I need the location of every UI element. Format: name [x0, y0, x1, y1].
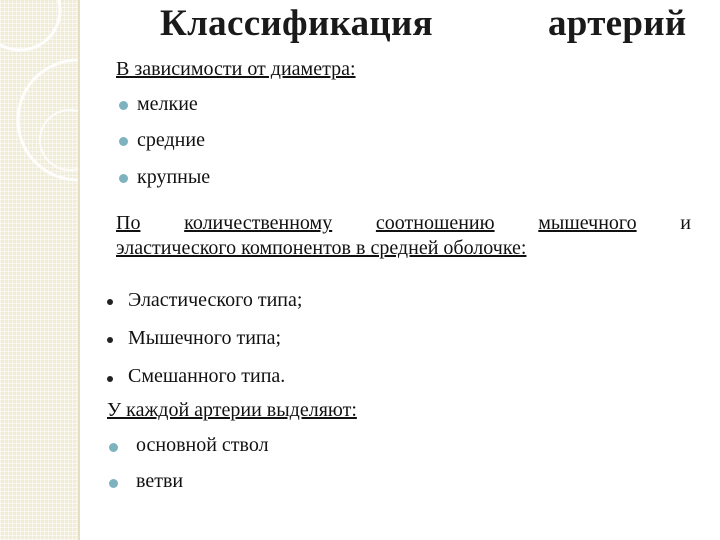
section2-heading-word: и [680, 212, 691, 234]
section2-heading-word: По [116, 212, 141, 234]
section2-item: Эластического типа; [128, 289, 303, 311]
section1-item: средние [137, 129, 205, 151]
bullet-icon [109, 479, 118, 488]
section2-item: Мышечного типа; [128, 327, 282, 349]
section2-heading-line2: эластического компонентов в средней оболочке: [116, 237, 527, 259]
bullet-icon [107, 376, 113, 382]
bullet-icon [109, 443, 118, 452]
bullet-icon [107, 299, 113, 305]
decorative-circles-icon [0, 0, 78, 540]
section3-heading: У каждой артерии выделяют: [107, 399, 357, 421]
section1-item: крупные [137, 166, 211, 188]
slide-title-left: Классификация [160, 3, 433, 44]
bullet-icon [119, 101, 128, 110]
section2-item: Смешанного типа. [128, 365, 286, 387]
bullet-icon [119, 174, 128, 183]
section2-heading [116, 211, 691, 261]
section1-heading: В зависимости от диаметра: [116, 58, 356, 80]
slide-title-right: артерий [548, 3, 687, 44]
bullet-icon [107, 337, 113, 343]
section2-heading-word: мышечного [538, 212, 637, 234]
decorative-side-strip [0, 0, 78, 540]
bullet-icon [119, 137, 128, 146]
section2-heading-word: соотношению [375, 212, 495, 234]
section2-heading-word: количественному [184, 212, 333, 234]
strip-divider [78, 0, 80, 540]
section1-item: мелкие [137, 93, 198, 115]
section3-item: основной ствол [136, 434, 269, 456]
section3-item: ветви [136, 470, 184, 492]
